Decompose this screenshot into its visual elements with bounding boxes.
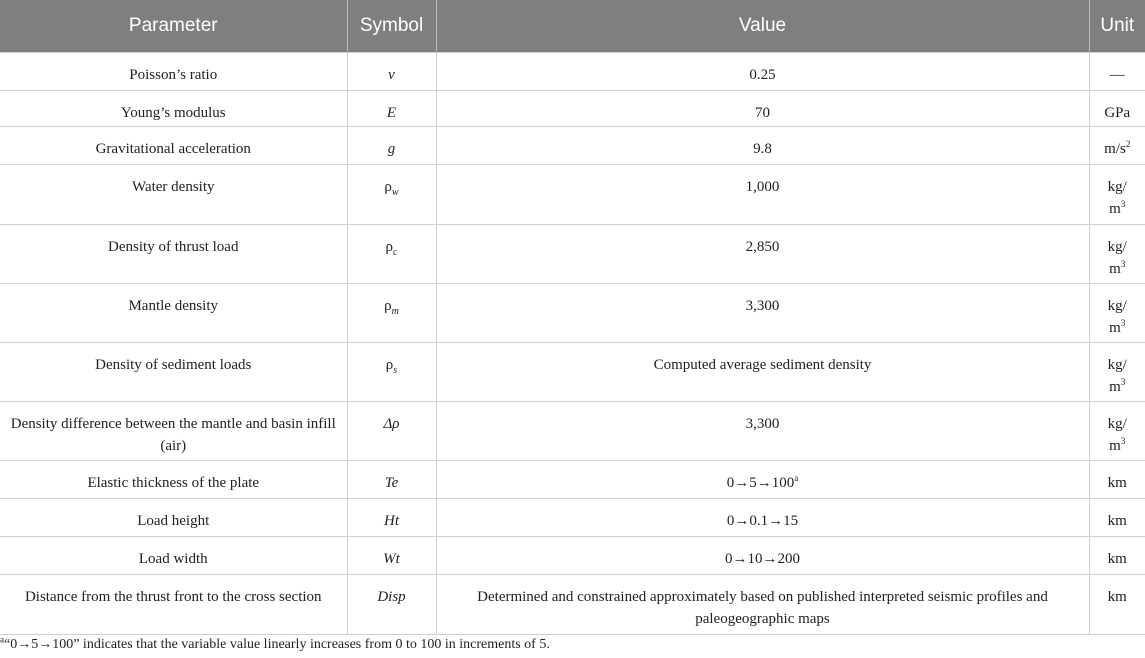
cell-value — [436, 461, 1089, 499]
table-header-row — [0, 0, 1145, 53]
table-row — [0, 499, 1145, 537]
cell-value: 3,300 — [436, 284, 1089, 343]
table-row — [0, 225, 1145, 284]
cell-value: Determined and constrained approximately based on published interpreted seismic profiles and paleogeographic maps — [436, 575, 1089, 635]
cell-symbol — [347, 343, 436, 402]
unit-text-line2: m — [1109, 320, 1121, 336]
cell-parameter: Density difference between the mantle and basin infill (air) — [0, 402, 347, 461]
unit-text-line2: m — [1109, 438, 1121, 454]
cell-symbol: Disp — [347, 575, 436, 635]
header-symbol: Symbol — [347, 0, 436, 53]
value-text: 0→5→100 — [726, 475, 795, 491]
unit-text: m/s — [1104, 141, 1126, 157]
unit-superscript: 3 — [1120, 199, 1126, 209]
header-parameter: Parameter — [0, 0, 347, 53]
cell-symbol: g — [347, 127, 436, 165]
cell-unit: km — [1089, 461, 1145, 499]
unit-superscript: 3 — [1120, 259, 1126, 269]
unit-superscript: 3 — [1120, 318, 1126, 328]
cell-symbol: Δρ — [347, 402, 436, 461]
cell-parameter: Mantle density — [0, 284, 347, 343]
cell-value: 0→10→200 — [436, 537, 1089, 575]
symbol-subscript: w — [391, 187, 399, 198]
unit-text-line2: m — [1109, 201, 1121, 217]
table-row — [0, 461, 1145, 499]
table-row — [0, 402, 1145, 461]
cell-value: 1,000 — [436, 165, 1089, 225]
header-unit: Unit — [1089, 0, 1145, 53]
unit-text: kg/ — [1107, 179, 1127, 195]
unit-text: kg/ — [1107, 357, 1127, 373]
cell-symbol: v — [347, 53, 436, 91]
footnote-marker: a — [794, 473, 799, 483]
table-row — [0, 91, 1145, 127]
cell-unit: km — [1089, 537, 1145, 575]
table-row — [0, 343, 1145, 402]
symbol-subscript: c — [393, 247, 398, 258]
unit-superscript: 3 — [1120, 377, 1126, 387]
cell-symbol — [347, 165, 436, 225]
symbol-text: ρ — [384, 179, 392, 195]
cell-unit — [1089, 127, 1145, 165]
cell-value: Computed average sediment density — [436, 343, 1089, 402]
table-row — [0, 575, 1145, 635]
cell-unit — [1089, 343, 1145, 402]
unit-text: kg/ — [1107, 239, 1127, 255]
table-footnote — [0, 634, 550, 653]
cell-parameter: Load width — [0, 537, 347, 575]
cell-unit: — — [1089, 53, 1145, 91]
footnote-marker: a — [0, 634, 4, 645]
cell-unit: GPa — [1089, 91, 1145, 127]
cell-symbol — [347, 284, 436, 343]
table-row — [0, 284, 1145, 343]
cell-unit — [1089, 225, 1145, 284]
cell-symbol: E — [347, 91, 436, 127]
symbol-subscript: m — [391, 306, 399, 317]
cell-parameter: Density of thrust load — [0, 225, 347, 284]
cell-parameter: Load height — [0, 499, 347, 537]
unit-text: kg/ — [1107, 416, 1127, 432]
cell-parameter: Young’s modulus — [0, 91, 347, 127]
cell-value: 70 — [436, 91, 1089, 127]
cell-value: 0.25 — [436, 53, 1089, 91]
cell-parameter: Poisson’s ratio — [0, 53, 347, 91]
symbol-subscript: s — [393, 365, 398, 376]
unit-superscript: 3 — [1120, 436, 1126, 446]
cell-symbol: Te — [347, 461, 436, 499]
cell-value: 9.8 — [436, 127, 1089, 165]
symbol-text: ρ — [385, 239, 394, 255]
symbol-text: ρ — [384, 298, 392, 314]
cell-symbol: Wt — [347, 537, 436, 575]
cell-unit — [1089, 402, 1145, 461]
symbol-text: ρ — [385, 357, 394, 373]
unit-text-line2: m — [1109, 379, 1121, 395]
cell-value: 3,300 — [436, 402, 1089, 461]
cell-parameter: Density of sediment loads — [0, 343, 347, 402]
cell-unit — [1089, 284, 1145, 343]
cell-value: 0→0.1→15 — [436, 499, 1089, 537]
cell-unit — [1089, 165, 1145, 225]
table-row — [0, 165, 1145, 225]
cell-symbol: Ht — [347, 499, 436, 537]
cell-parameter: Gravitational acceleration — [0, 127, 347, 165]
cell-value: 2,850 — [436, 225, 1089, 284]
unit-text-line2: m — [1109, 261, 1121, 277]
footnote-text: “0→5→100” indicates that the variable value linearly increases from 0 to 100 in increments of 5. — [4, 637, 550, 652]
cell-parameter: Elastic thickness of the plate — [0, 461, 347, 499]
table-row — [0, 53, 1145, 91]
cell-unit: km — [1089, 499, 1145, 537]
header-value: Value — [436, 0, 1089, 53]
table-row — [0, 127, 1145, 165]
unit-superscript: 2 — [1125, 139, 1131, 149]
table-row — [0, 537, 1145, 575]
unit-text: kg/ — [1107, 298, 1127, 314]
cell-parameter: Distance from the thrust front to the cross section — [0, 575, 347, 635]
cell-unit: km — [1089, 575, 1145, 635]
cell-parameter: Water density — [0, 165, 347, 225]
cell-symbol — [347, 225, 436, 284]
